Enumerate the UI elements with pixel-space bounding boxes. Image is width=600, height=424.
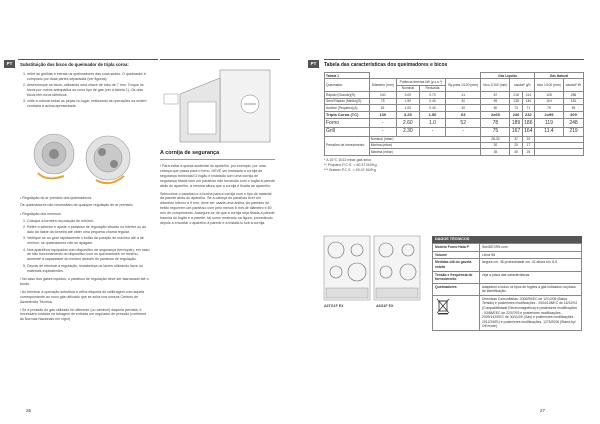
burner-value-cell: 52 — [446, 119, 481, 128]
burner-value-cell: - — [419, 127, 445, 136]
tech-key-icon — [433, 295, 480, 330]
burner-photo-svg — [26, 128, 138, 193]
burner-name-cell: Tripla Coroa (TC) — [325, 111, 370, 118]
head-nominal: Nominal — [396, 85, 419, 91]
burner-illustrations — [26, 128, 138, 193]
page-number-right: 27 — [540, 408, 546, 413]
burner-name-cell: Rápido (Grande)(R) — [325, 92, 370, 98]
burner-value-cell: 75 — [369, 98, 396, 104]
tech-data-title: DADOS TÉCNICOS — [432, 236, 582, 243]
pressure-cell: 37 — [510, 136, 522, 142]
tech-key: Volume — [433, 251, 480, 259]
burner-value-cell: 11.4 — [534, 127, 563, 136]
tech-data-table — [432, 243, 582, 331]
burner-value-cell: 248 — [563, 119, 583, 128]
tech-value: veja a placa das características — [480, 271, 582, 283]
tech-key: Tensão e frequência de fornecimento — [433, 271, 480, 283]
min-step: 5. Depois de efectuar a regulação, restabeleça os lacres utilizando lacre ou materiais equivalentes. — [27, 264, 150, 274]
head-power: Potência térmica kW (p.c.s.*) — [396, 79, 445, 85]
reg-text: Os queimadores não necessitam de qualquer regulação de ar primário. — [20, 202, 134, 207]
pressure-cell: 35 — [481, 149, 510, 155]
top-rule-right — [324, 59, 584, 60]
pressure-blank — [534, 149, 583, 155]
head-bico-n: bico 1/100 (mm) — [534, 79, 563, 92]
hob-diagrams — [322, 234, 422, 310]
burner-name-cell: Auxiliar (Pequeno)(A) — [325, 105, 370, 111]
tech-data-wrap — [432, 236, 582, 331]
top-rule-left-a — [18, 59, 158, 60]
cornice-rule — [160, 159, 275, 160]
burner-value-cell: 236 — [510, 111, 522, 118]
top-rule-left-b — [160, 59, 280, 60]
table-row — [325, 119, 584, 128]
min-step: 1. Coloque a torneira na posição de mínimo; — [27, 219, 150, 224]
pressure-cell: 20 — [481, 142, 510, 148]
head-burner: Queimador — [325, 79, 370, 92]
note-liquid-gas: ! No caso dos gases líquidos, o parafuso de regulação deve ser atarraxado até o fundo. — [20, 277, 149, 287]
burner-value-cell: - — [446, 127, 481, 136]
nozzle-steps — [20, 72, 150, 109]
burner-value-cell: 130 — [369, 111, 396, 118]
burner-value-cell: 189 — [511, 119, 521, 126]
tech-value: Directivas Comunitárias: 2006/95/EC de 12/12/06 (Baixa Tensão) e posteriores modificações - 2004/108/EC de 15/12/04 (Compatibilidade Electromagnética) e posteriores modificações - 93/68/EEC de 22/07/93 e posteriores modificações - 2009/142/EEC de 30/11/09 (Gás) e posteriores modificações 2012/19/EU e posteriores modificações. 1275/2008 (Stand-by/ Off mode) — [480, 295, 582, 330]
burner-table-wrap — [324, 72, 584, 172]
min-step: 4. Nos aparelhos equipados com dispositivo de segurança (termopar), em caso de não funcionamento do dispositivo com os queimadores no mínimo, aumente a capacidade do mínimo através do parafuso de regulação. — [27, 248, 150, 263]
cornice-diagram-svg — [160, 64, 275, 146]
step-item: 2. desenrosque os bicos, utilizando uma chave de tubo de 7 mm. Troque os bicos por outros adequados ao novo tipo de gás (ver a tabela 1). Os dois bicos têm furos idênticos. — [27, 83, 150, 98]
burner-value-cell: 214 — [522, 92, 534, 98]
burner-value-cell: 1.50 — [419, 111, 445, 118]
burner-value-cell: 2x65 — [481, 111, 510, 118]
head-diameter: Diâmetro (mm) — [369, 79, 396, 92]
burner-value-cell: 309 — [563, 111, 583, 118]
pressure-label: Pressões de fornecimento — [325, 136, 370, 155]
table-note: *** Butano P.C.S. = 49.47 MJ/Kg — [324, 167, 376, 172]
table-row — [325, 127, 584, 136]
min-step: 3. Verifique se ao girar rapidamente o botão da posição de máximo até a de mínimo, os queimadores não se apagam. — [27, 236, 150, 246]
burner-value-cell: 63 — [446, 111, 481, 118]
cornice-text: ! Para evitar a queda acidental do aparelho, por exemplo, por uma criança que passa para o forno, DEVE ser instalada a cornija de segurança fornecida! O fogão é instalado com uma cornija de segurança fixada com um parafuso não fornecido com o fogão à parede atrás do aparelho, à mesma altura que a cornija é fixada ao aparelho. — [160, 164, 275, 188]
burner-value-cell: 30 — [446, 105, 481, 111]
page-number-left: 26 — [26, 408, 32, 413]
cornice-diagram — [160, 64, 275, 146]
min-steps — [20, 219, 150, 274]
tech-value: largura cm. 46 profundidade cm. 42 altura cm. 8,5 — [480, 259, 582, 271]
burner-value-cell: 219 — [563, 127, 583, 136]
tech-key: Modelo Forno Hata P — [433, 244, 480, 252]
note-pressure: ! Se a pressão do gás utilizado for diferente (ou variável) daquela prevista, é necessário instalar na tubagem de entrada um regulador de pressão (conforme às Normas Nacionais em vigor). — [20, 307, 147, 322]
min-step: 2. Retire o selector e ajuste o parafuso de regulação situado no interior ou ao lado da haste da torneira até obter uma pequena chama regular. — [27, 225, 150, 235]
diagram-label: A6TG1F EX — [324, 304, 344, 308]
note-label: ! Ao terminar a operação substitua a velha etiqueta de calibragem com aquela correspondente ao novo gás utilizado que se acha nos nossos Centros de Assistência Técnica. — [20, 290, 145, 304]
burner-value-cell: 69 — [481, 98, 510, 104]
left-col-1b — [20, 196, 150, 322]
burner-value-cell: 100 — [369, 92, 396, 98]
head-bypass: By-pass 1/100 (mm) — [446, 79, 481, 92]
burner-value-cell: 50 — [481, 105, 510, 111]
burner-value-cell: 1.00 — [396, 105, 419, 111]
burner-value-cell: 138 — [510, 98, 522, 104]
burner-value-cell: 136 — [522, 98, 534, 104]
burner-name-cell: Semi Rápido (Médio)(S) — [325, 98, 370, 104]
cornice-text-2: Seleccione o parafuso e a bucha para a cornija com o tipo de material da parede atrás do aparelho. Se a cabeça do parafuso tiver um diâmetro inferior a 9 mm, deve ser usada uma anilha. As paredes de betão requerem um parafuso com pelo menos 8 mm de diâmetro e 60 mm de comprimento. Assegure-se de que a cornija seja fixada à parede traseira do fogão e à parede, tal como mostrado na figura, procedendo depois a encostar o aparelho à parede e a instalá-lo sob a cornija. — [160, 191, 275, 225]
burner-value-cell: 286 — [563, 92, 583, 98]
burner-value-cell: 87 — [481, 92, 510, 98]
burner-value-cell: 71 — [522, 105, 534, 111]
burner-value-cell: 95 — [563, 105, 583, 111]
burner-table-body — [325, 92, 584, 136]
left-col-1 — [20, 62, 150, 110]
burner-value-cell: 3.25 — [396, 111, 419, 118]
pressure-cell: 25 — [522, 149, 534, 155]
table-note: ** Propano P.C.S. = 50.37 MJ/Kg — [324, 162, 377, 167]
burner-value-cell: 0.40 — [419, 105, 445, 111]
pressure-cell: 17 — [522, 142, 534, 148]
burner-value-cell: 73 — [510, 105, 522, 111]
min-title: • Regulação dos mínimos — [20, 211, 61, 216]
burner-value-cell: 3.00 — [396, 92, 419, 98]
burner-value-cell: 2.30 — [396, 127, 419, 136]
table-notes — [324, 158, 584, 173]
table-note: * A 15°C 1013 mbar-gás seco — [324, 157, 372, 162]
burner-value-cell: 104 — [534, 98, 563, 104]
pressure-cell: 28-30 — [481, 136, 510, 142]
pressure-name: Máxima (mbar) — [369, 149, 481, 155]
burner-value-cell: 2x99 — [534, 111, 563, 118]
hob-diagrams-svg — [322, 234, 422, 304]
nozzle-title: Substituição dos bicos do queimador de tripla coroa: — [20, 62, 129, 67]
burner-value-cell: - — [369, 119, 396, 128]
burner-value-cell: 119 — [534, 119, 563, 128]
pressure-cell: 25 — [510, 142, 522, 148]
pressure-name: Mínima (mbar) — [369, 142, 481, 148]
burner-value-cell: 41 — [446, 92, 481, 98]
step-item: 3. volte a colocar todas as peças no lugar, realizando as operações na ordem contrária à acima apresentada. — [27, 99, 150, 109]
burner-value-cell: 79 — [534, 105, 563, 111]
burner-value-cell: 75 — [481, 127, 510, 136]
burner-value-cell: 167 — [511, 128, 521, 135]
burner-value-cell: 1.90 — [396, 98, 419, 104]
table-caption: Tabela 1 — [325, 73, 370, 79]
side-tab-right: PT — [308, 60, 319, 68]
burner-table — [324, 72, 584, 156]
burner-value-cell: 2.60 — [396, 119, 419, 128]
burner-value-cell: 164 — [524, 128, 533, 135]
burner-value-cell: 78 — [481, 119, 510, 128]
group-liquid: Gás Líquido — [481, 73, 535, 79]
side-tab-left: PT — [4, 60, 15, 68]
tech-value: Shell2EXR5.com — [480, 244, 582, 252]
group-natural: Gás Natural — [534, 73, 583, 79]
burner-value-cell: 51 — [369, 105, 396, 111]
burner-value-cell: 128 — [534, 92, 563, 98]
burner-value-cell: 0.40 — [419, 98, 445, 104]
head-caudal: caudal* g/h — [510, 79, 535, 92]
burner-value-cell: 0.70 — [419, 92, 445, 98]
left-col-2 — [160, 150, 275, 225]
burner-value-cell: 232 — [522, 111, 534, 118]
table-row — [325, 111, 584, 118]
burner-value-cell: 218 — [510, 92, 522, 98]
table-title: Tabela das características dos queimadores e bicos — [324, 62, 448, 68]
burner-name-cell: Grill — [325, 127, 370, 136]
step-item: 1. retire as grelhas e extraia os queimadores das suas sedes. O queimador é composto por duas partes separadas (ver figuras); — [27, 72, 150, 82]
burner-value-cell: 1.0 — [419, 119, 445, 128]
tech-value: adaptável a todos os tipos de fogões a gás indicados na placa de identificação. — [480, 283, 582, 295]
burner-value-cell: 30 — [446, 98, 481, 104]
head-bico: bico 1/100 (mm) — [481, 79, 510, 92]
burner-name-cell: Forno — [325, 119, 370, 128]
pressure-name: Nominal (mbar) — [369, 136, 481, 142]
tech-key: Queimadores — [433, 283, 480, 295]
cornice-title: A cornija de segurança — [160, 150, 220, 156]
reg-title: • Regulação do ar primário dos queimadores: — [20, 196, 93, 200]
diagram-label: A6G1F EX — [376, 304, 394, 308]
tech-value: Litros 58 — [480, 251, 582, 259]
weee-bin-icon — [435, 297, 451, 315]
burner-value-cell: - — [369, 127, 396, 136]
burner-value-cell: 186 — [524, 119, 533, 126]
head-reduced: Reduzida — [419, 85, 445, 91]
tech-key: Medidas útil do gaveta estufa — [433, 259, 480, 271]
pressure-cell: 20 — [522, 136, 534, 142]
burner-value-cell: 181 — [563, 98, 583, 104]
pressure-cell: 45 — [510, 149, 522, 155]
head-caudal-n: caudal* l/h — [563, 79, 583, 92]
